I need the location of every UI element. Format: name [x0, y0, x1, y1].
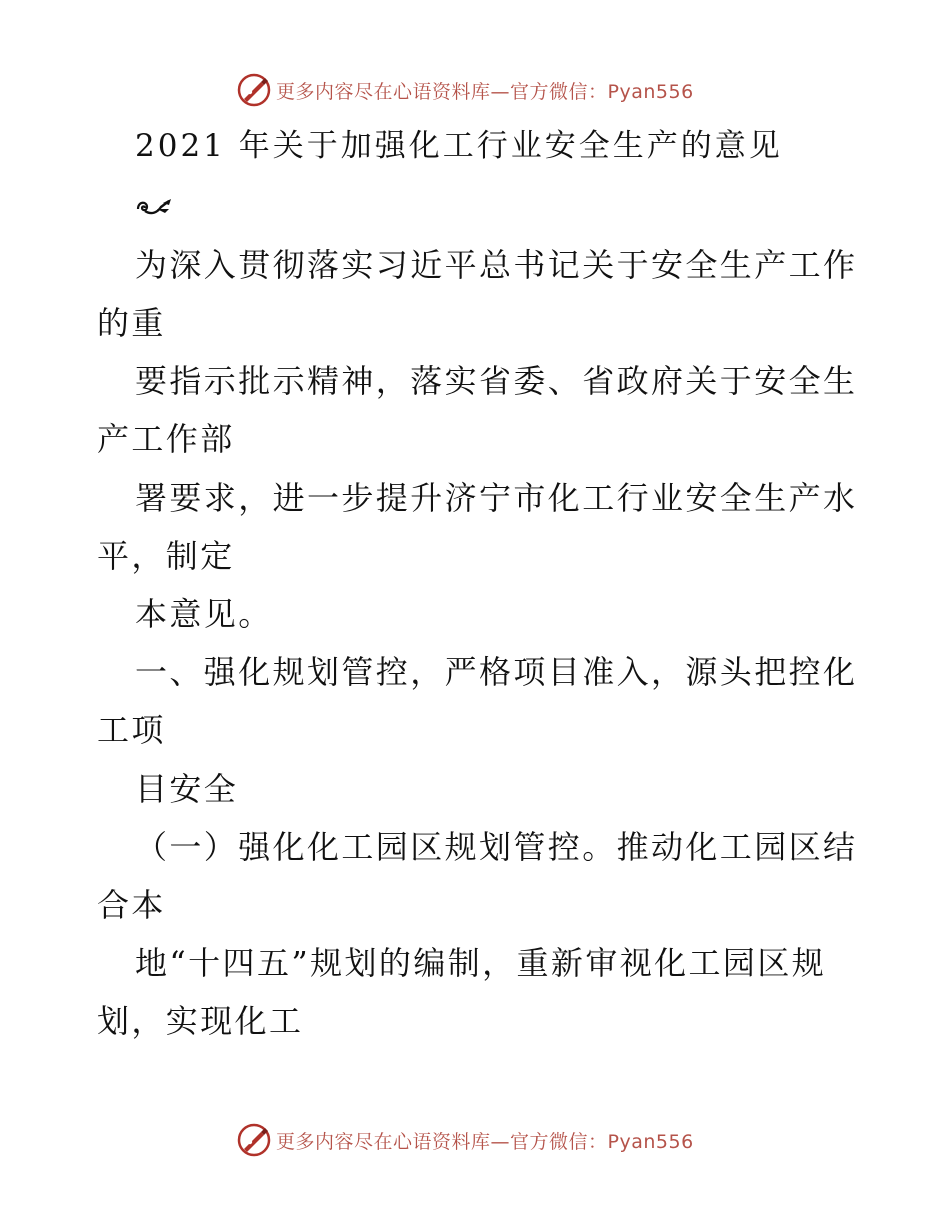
pen-logo-icon — [236, 72, 272, 108]
section-heading-1: 一、强化规划管控，严格项目准入，源头把控化 — [135, 653, 858, 691]
body-line-3: 要指示批示精神，落实省委、省政府关于安全生 — [135, 362, 858, 400]
header-watermark — [236, 72, 694, 108]
footer-watermark — [236, 1122, 694, 1158]
body-line-10: 目安全 — [135, 770, 239, 808]
body-line-4: 产工作部 — [97, 420, 235, 458]
body-line-7: 本意见。 — [135, 595, 273, 633]
body-line-2: 的重 — [97, 304, 166, 342]
body-line-9: 工项 — [97, 711, 166, 749]
watermark-text: 更多内容尽在心语资料库—官方微信：Pyan556 — [276, 80, 694, 103]
body-line-13: 地“十四五”规划的编制，重新审视化工园区规 — [135, 944, 827, 982]
body-line-12: 合本 — [97, 886, 166, 924]
watermark-text: 更多内容尽在心语资料库—官方微信：Pyan556 — [276, 1130, 694, 1153]
body-line-6: 平，制定 — [97, 537, 235, 575]
body-line-1: 为深入贯彻落实习近平总书记关于安全生产工作 — [135, 246, 858, 284]
body-line-5: 署要求，进一步提升济宁市化工行业安全生产水 — [135, 479, 858, 517]
pen-logo-icon — [236, 1122, 272, 1158]
body-line-14: 划，实现化工 — [97, 1002, 304, 1040]
document-title: 2021 年关于加强化工行业安全生产的意见 — [135, 128, 783, 164]
subsection-heading-1: （一）强化化工园区规划管控。推动化工园区结 — [135, 828, 858, 866]
scroll-ornament-icon — [135, 195, 173, 219]
